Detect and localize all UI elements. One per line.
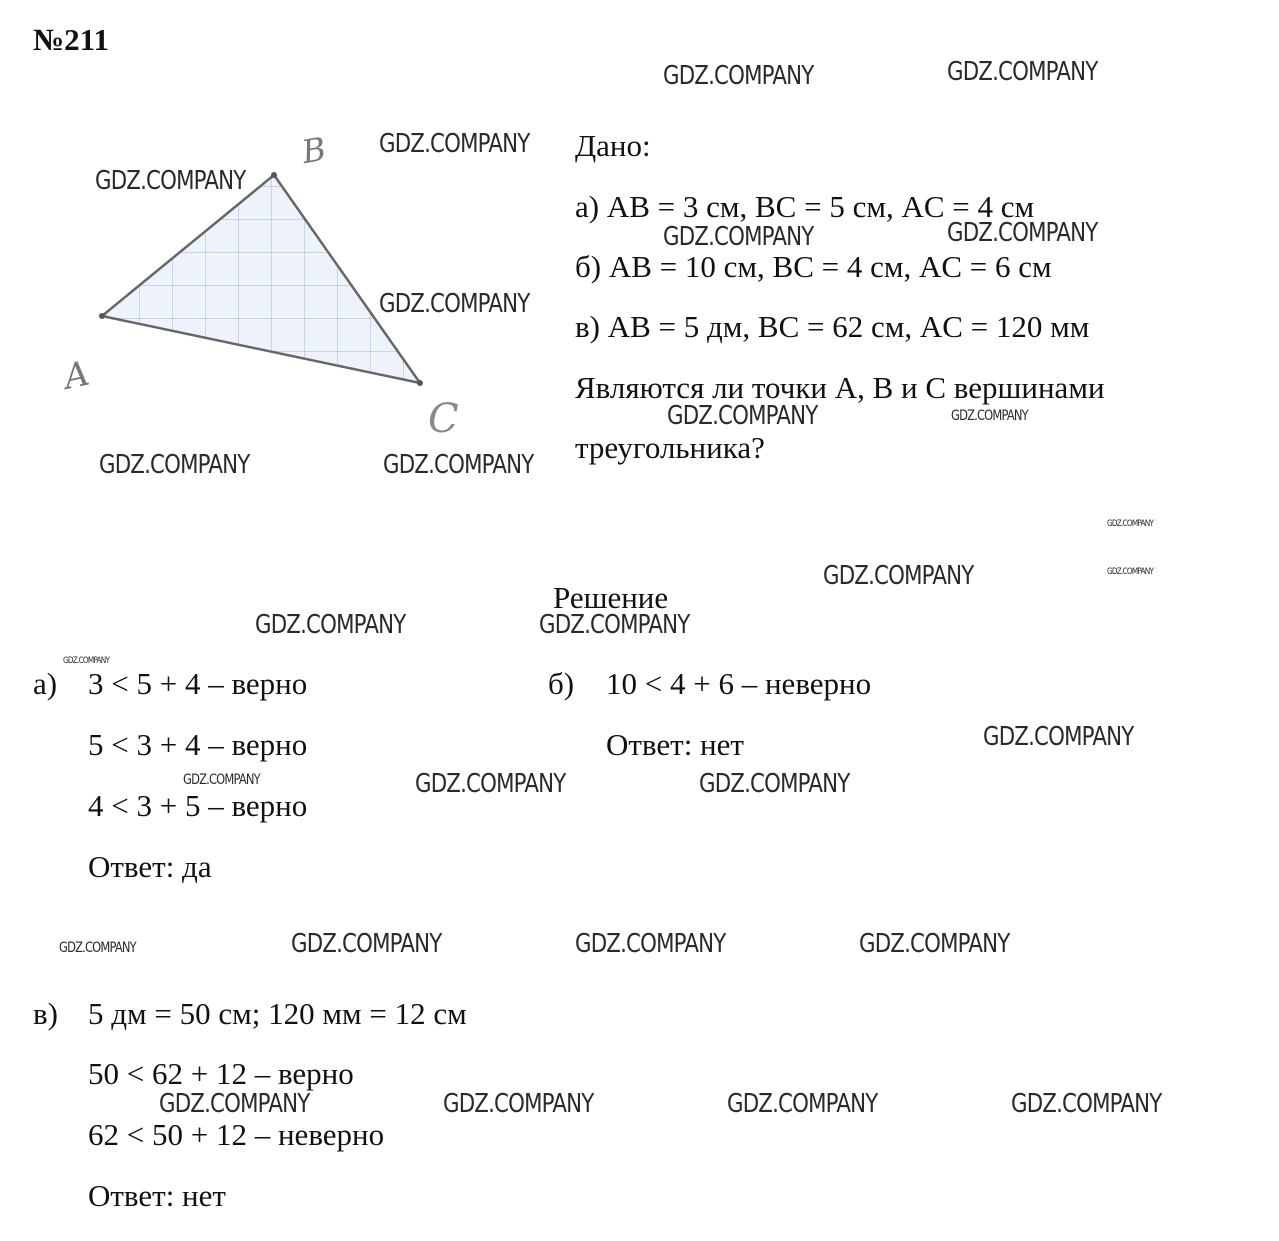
given-c: в) AB = 5 дм, BC = 62 см, AC = 120 мм bbox=[575, 309, 1090, 344]
problem-number: №211 bbox=[33, 22, 109, 57]
part-c-line-3: 62 < 50 + 12 – неверно bbox=[88, 1117, 385, 1152]
watermark: GDZ.COMPANY bbox=[1107, 519, 1154, 529]
part-a-line-1: 3 < 5 + 4 – верно bbox=[88, 666, 308, 701]
part-a-answer: Ответ: да bbox=[88, 849, 212, 884]
vertex-label-b: B bbox=[298, 129, 329, 172]
watermark: GDZ.COMPANY bbox=[1011, 1089, 1162, 1119]
watermark: GDZ.COMPANY bbox=[1107, 567, 1154, 577]
watermark: GDZ.COMPANY bbox=[415, 769, 566, 799]
watermark: GDZ.COMPANY bbox=[159, 1089, 310, 1119]
watermark: GDZ.COMPANY bbox=[59, 940, 136, 956]
question-line-1: Являются ли точки A, B и C вершинами bbox=[575, 370, 1105, 405]
watermark: GDZ.COMPANY bbox=[727, 1089, 878, 1119]
watermark: GDZ.COMPANY bbox=[823, 561, 974, 591]
watermark: GDZ.COMPANY bbox=[379, 129, 530, 159]
watermark: GDZ.COMPANY bbox=[383, 450, 534, 480]
part-c-line-1: 5 дм = 50 см; 120 мм = 12 см bbox=[88, 996, 467, 1031]
watermark: GDZ.COMPANY bbox=[667, 401, 818, 431]
watermark: GDZ.COMPANY bbox=[95, 166, 246, 196]
watermark: GDZ.COMPANY bbox=[699, 769, 850, 799]
watermark: GDZ.COMPANY bbox=[859, 929, 1010, 959]
watermark: GDZ.COMPANY bbox=[539, 610, 690, 640]
part-c-marker: в) bbox=[33, 996, 58, 1031]
watermark: GDZ.COMPANY bbox=[255, 610, 406, 640]
part-a-line-2: 5 < 3 + 4 – верно bbox=[88, 727, 308, 762]
part-b-marker: б) bbox=[548, 666, 575, 701]
part-b-answer: Ответ: нет bbox=[606, 727, 744, 762]
watermark: GDZ.COMPANY bbox=[379, 289, 530, 319]
part-c-line-2: 50 < 62 + 12 – верно bbox=[88, 1056, 354, 1091]
watermark: GDZ.COMPANY bbox=[63, 656, 110, 666]
watermark: GDZ.COMPANY bbox=[443, 1089, 594, 1119]
watermark: GDZ.COMPANY bbox=[291, 929, 442, 959]
watermark: GDZ.COMPANY bbox=[575, 929, 726, 959]
solution-title: Решение bbox=[553, 580, 669, 615]
given-a: а) AB = 3 см, BC = 5 см, AC = 4 см bbox=[575, 189, 1035, 224]
part-a-line-3: 4 < 3 + 5 – верно bbox=[88, 788, 308, 823]
part-b-line-1: 10 < 4 + 6 – неверно bbox=[606, 666, 872, 701]
given-title: Дано: bbox=[575, 128, 651, 163]
vertex-label-a: A bbox=[60, 353, 93, 398]
watermark: GDZ.COMPANY bbox=[663, 222, 814, 252]
watermark: GDZ.COMPANY bbox=[663, 61, 814, 91]
given-b: б) AB = 10 см, BC = 4 см, AC = 6 см bbox=[575, 249, 1052, 284]
watermark: GDZ.COMPANY bbox=[951, 408, 1028, 424]
watermark: GDZ.COMPANY bbox=[99, 450, 250, 480]
question-line-2: треугольника? bbox=[575, 430, 765, 465]
triangle-grid bbox=[102, 175, 420, 383]
part-a-marker: а) bbox=[33, 666, 58, 701]
watermark: GDZ.COMPANY bbox=[983, 722, 1134, 752]
part-c-answer: Ответ: нет bbox=[88, 1178, 226, 1213]
watermark: GDZ.COMPANY bbox=[947, 57, 1098, 87]
vertex-label-c: C bbox=[428, 396, 459, 442]
watermark: GDZ.COMPANY bbox=[183, 772, 260, 788]
watermark: GDZ.COMPANY bbox=[947, 218, 1098, 248]
